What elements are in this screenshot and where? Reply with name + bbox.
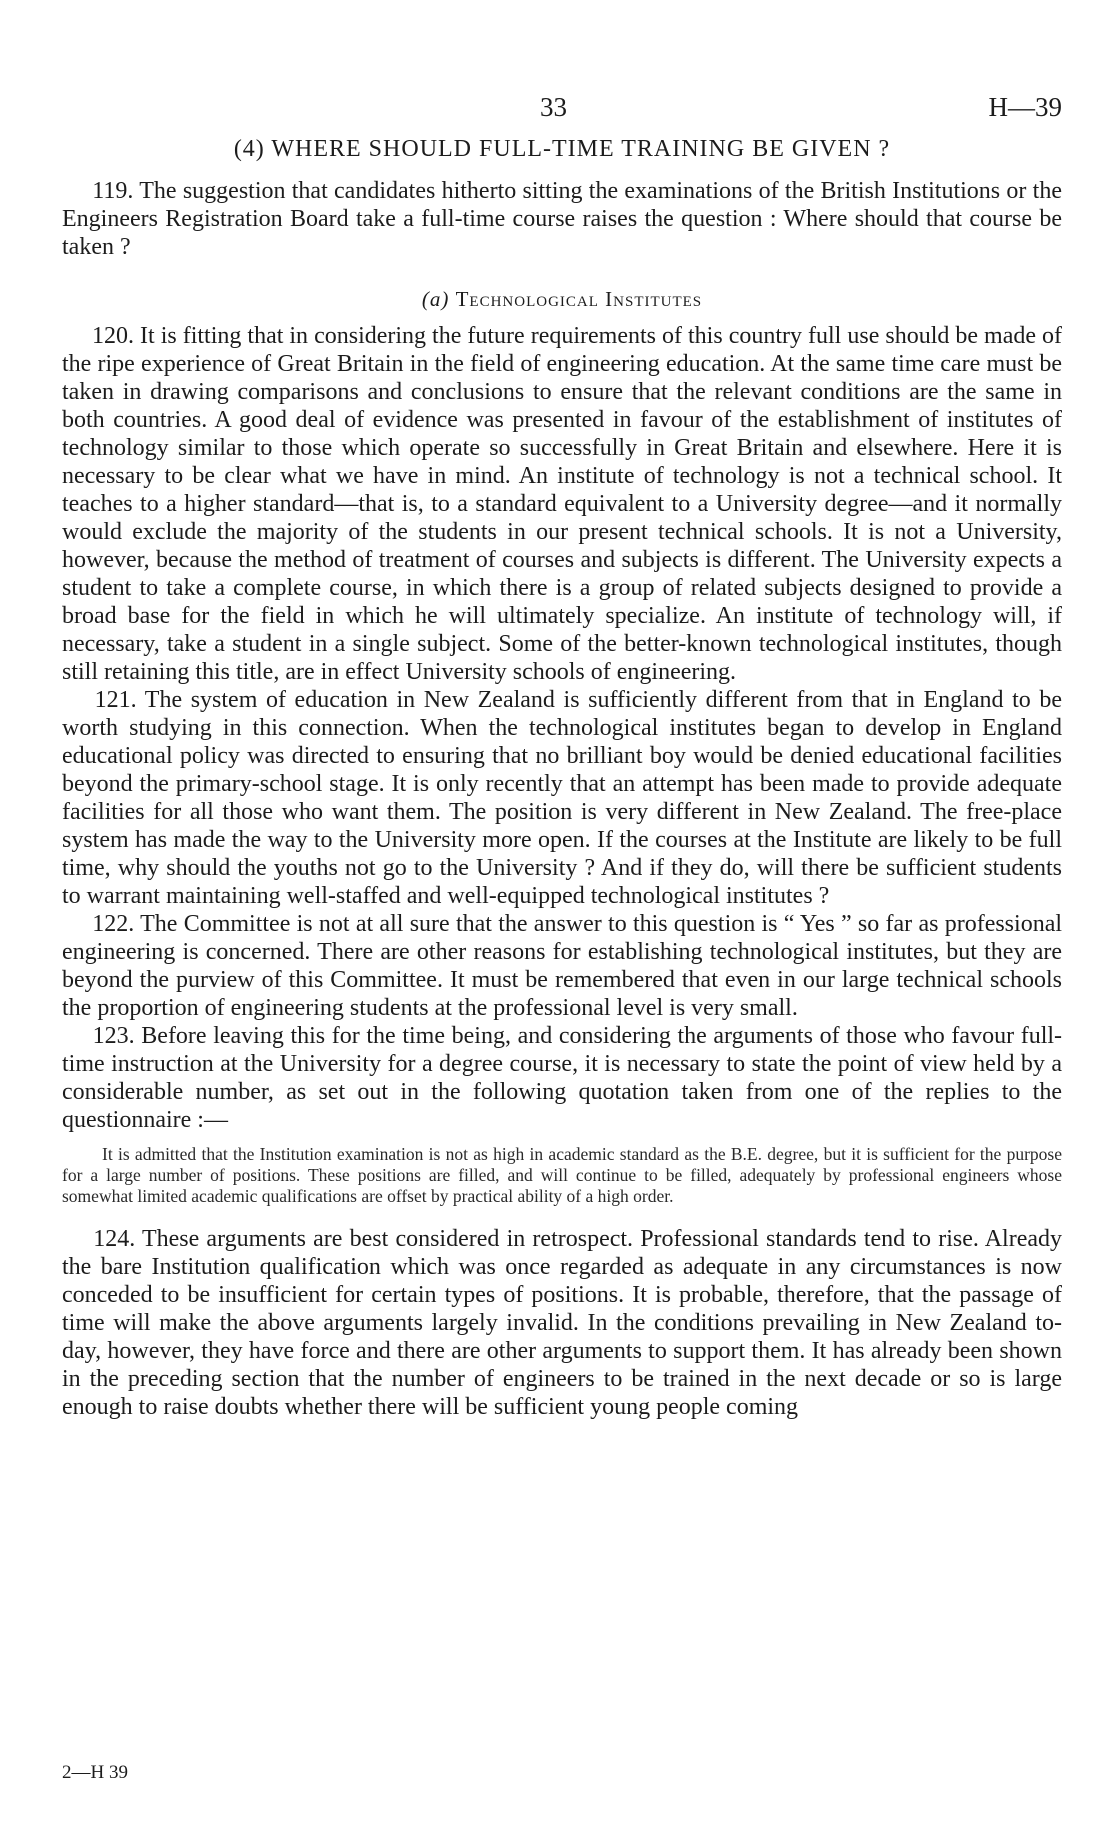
paragraph-119 xyxy=(62,177,1062,261)
paragraph-text: Before leaving this for the time being, and considering the arguments of those who favour full-time instruction at the University for a degree course, it is necessary to state the point of view held by a considerable number, as set out in the following quotation taken from one of the replies to the questionnaire :— xyxy=(62,1023,1063,1133)
page-number: 33 xyxy=(540,92,567,122)
paragraph-124 xyxy=(62,1225,1062,1421)
paragraph-text: It is fitting that in considering the future requirements of this country full use should be made of the ripe experience of Great Britain in the field of engineering education. At the same time care must be taken in drawing comparisons and conclusions to ensure that the relevant conditions are the same in both countries. A good deal of evidence was presented in favour of the establishment of institutes of technology similar to those which operate so successfully in Great Britain and elsewhere. Here it is necessary to be clear what we have in mind. An institute of technology is not a technical school. It teaches to a higher standard—that is, to a standard equivalent to a University degree—and it normally would exclude the majority of the students in our present technical schools. It is not a University, however, because the method of treatment of courses and subjects is different. The University expects a student to take a complete course, in which there is a group of related subjects designed to provide a broad base for the field in which he will ultimately specialize. An institute of technology will, if necessary, take a student in a single subject. Some of the better-known technological institutes, though still retaining this title, are in effect University schools of engineering. xyxy=(62,323,1063,685)
paragraph-number: 124. xyxy=(93,1226,136,1252)
document-reference: H—39 xyxy=(988,92,1062,122)
paragraph-text: The suggestion that candidates hitherto sitting the examinations of the British Institutions or the Engineers Registration Board take a full-time course raises the question : Where should that course be taken ? xyxy=(62,178,1062,260)
subheading-text: Technological Institutes xyxy=(455,287,703,311)
page-footer-signature: 2—H 39 xyxy=(62,1762,128,1783)
document-page xyxy=(62,92,1062,1421)
block-quotation: It is admitted that the Institution examination is not as high in academic standard as the B.E. degree, but it is sufficient for the purpose for a large number of positions. These positions are filled, and will continue to be filled, adequately by professional engineers whose somewhat limited academic qualifications are offset by practical ability of a high order. xyxy=(62,1144,1062,1206)
paragraph-number: 121. xyxy=(94,687,137,713)
subheading-label: (a) xyxy=(421,287,450,311)
paragraph-number: 120. xyxy=(92,323,135,349)
paragraph-number: 122. xyxy=(92,911,135,937)
paragraph-120 xyxy=(62,322,1062,686)
section-title: (4) WHERE SHOULD FULL-TIME TRAINING BE GIVEN ? xyxy=(233,136,891,162)
paragraph-text: The Committee is not at all sure that the answer to this question is “ Yes ” so far as professional engineering is concerned. There are other reasons for establishing technological institutes, but they are beyond the purview of this Committee. It must be remembered that even in our large technical schools the proportion of engineering students at the professional level is very small. xyxy=(62,911,1063,1021)
paragraph-123 xyxy=(62,1022,1062,1134)
paragraph-122 xyxy=(62,910,1062,1022)
page-header xyxy=(62,92,1062,132)
paragraph-121 xyxy=(62,686,1062,910)
paragraph-number: 123. xyxy=(92,1023,135,1049)
paragraph-text: The system of education in New Zealand is sufficiently different from that in England to be worth studying in this connection. When the technological institutes began to develop in England educational policy was directed to ensuring that no brilliant boy would be denied educational facilities beyond the primary-school stage. It is only recently that an attempt has been made to provide adequate facilities for all those who want them. The position is very different in New Zealand. The free-place system has made the way to the University more open. If the courses at the Institute are likely to be full time, why should the youths not go to the University ? And if they do, will there be sufficient students to warrant maintaining well-staffed and well-equipped technological institutes ? xyxy=(62,687,1063,909)
paragraph-number: 119. xyxy=(92,178,134,204)
paragraph-text: These arguments are best considered in retrospect. Professional standards tend to rise. Already the bare Institution qualification which was once regarded as adequate in any circumstances is now conceded to be insufficient for certain types of positions. It is probable, therefore, that the passage of time will make the above arguments largely invalid. In the conditions prevailing in New Zealand to-day, however, they have force and there are other arguments to support them. It has already been shown in the preceding section that the number of engineers to be trained in the next decade or so is large enough to raise doubts whether there will be sufficient young people coming xyxy=(62,1226,1063,1420)
subheading xyxy=(62,287,1062,312)
